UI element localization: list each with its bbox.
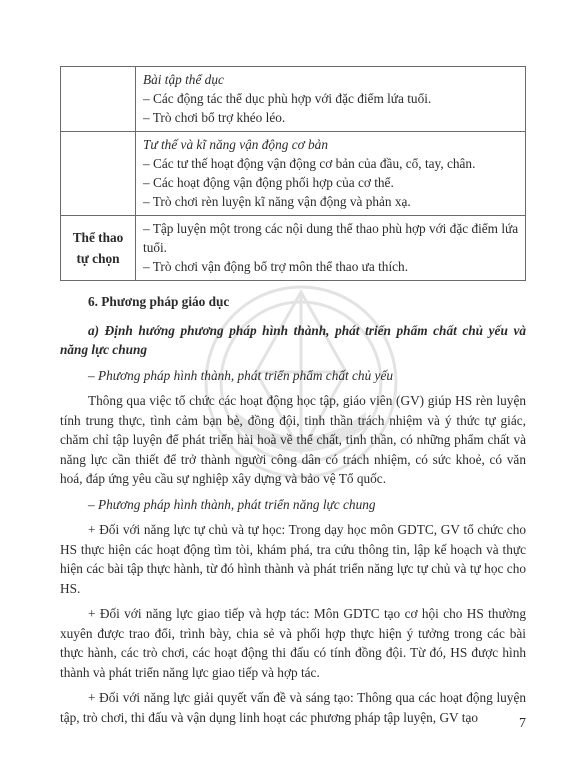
curriculum-table xyxy=(60,66,526,281)
list-item: – Trò chơi vận động bổ trợ môn thể thao ưa thích. xyxy=(143,259,409,274)
table-cell-content xyxy=(136,132,526,216)
list-item: – Tập luyện một trong các nội dung thể thao phù hợp với đặc điểm lứa tuổi. xyxy=(143,221,519,255)
table-cell-category xyxy=(61,216,136,281)
row-title: Bài tập thể dục xyxy=(143,72,224,87)
list-item: – Các động tác thể dục phù hợp với đặc điểm lứa tuổi. xyxy=(143,91,432,106)
table-cell-empty xyxy=(61,132,136,216)
paragraph: + Đối với năng lực giải quyết vấn đề và sáng tạo: Thông qua các hoạt động luyện tập, trò chơi, thi đấu và vận dụng linh hoạt các phương pháp tập luyện, GV tạo xyxy=(60,690,526,725)
paragraph: + Đối với năng lực giao tiếp và hợp tác: Môn GDTC tạo cơ hội cho HS thường xuyên được trao đổi, trình bày, chia sẻ và phối hợp thực hiện ý tưởng trong các bài thực hành, các trò chơi, các hoạt động thi đấu có tính đồng đội. Từ đó, HS được hình thành và phát triển năng lực giao tiếp và hợp tác. xyxy=(60,606,526,680)
category-label-line2: tự chọn xyxy=(76,251,120,266)
paragraph: Thông qua việc tổ chức các hoạt động học tập, giáo viên (GV) giúp HS rèn luyện tính trung thực, tình cảm bạn bè, đồng đội, tinh thần trách nhiệm và ý thức tự giác, chăm chỉ tập luyện để phát triển hài hoà về thể chất, tinh thần, có những phẩm chất và năng lực cần thiết để trở thành người công dân có trách nhiệm, có sức khoẻ, có văn hoá, đáp ứng yêu cầu sự nghiệp xây dựng và bảo vệ Tổ quốc. xyxy=(60,393,526,486)
sub-heading-qualities: – Phương pháp hình thành, phát triển phẩm chất chủ yếu xyxy=(88,367,393,383)
table-cell-content xyxy=(136,216,526,281)
list-item: – Trò chơi bổ trợ khéo léo. xyxy=(143,110,286,125)
list-item: – Các hoạt động vận động phối hợp của cơ thể. xyxy=(143,175,394,190)
list-item: – Các tư thế hoạt động vận động cơ bản của đầu, cổ, tay, chân. xyxy=(143,156,476,171)
section-heading: 6. Phương pháp giáo dục xyxy=(88,294,230,309)
page-number: 7 xyxy=(519,716,526,731)
table-row xyxy=(61,216,526,281)
table-row xyxy=(61,132,526,216)
list-item: – Trò chơi rèn luyện kĩ năng vận động và phản xạ. xyxy=(143,194,411,209)
paragraph: + Đối với năng lực tự chủ và tự học: Trong dạy học môn GDTC, GV tổ chức cho HS thực hiện các hoạt động tìm tòi, khám phá, tra cứu thông tin, lập kế hoạch và thực hiện các bài tập thực hành, từ đó hình thành và phát triển năng lực tự chủ và tự học cho HS. xyxy=(60,522,526,596)
table-row xyxy=(61,67,526,132)
category-label-line1: Thể thao xyxy=(72,230,124,245)
subsection-heading: a) Định hướng phương pháp hình thành, phát triển phẩm chất chủ yếu và năng lực chung xyxy=(60,322,526,357)
table-cell-empty xyxy=(61,67,136,132)
body-content xyxy=(60,292,526,733)
row-title: Tư thế và kĩ năng vận động cơ bản xyxy=(143,137,328,152)
table-cell-content xyxy=(136,67,526,132)
sub-heading-competencies: – Phương pháp hình thành, phát triển năng lực chung xyxy=(88,496,376,512)
